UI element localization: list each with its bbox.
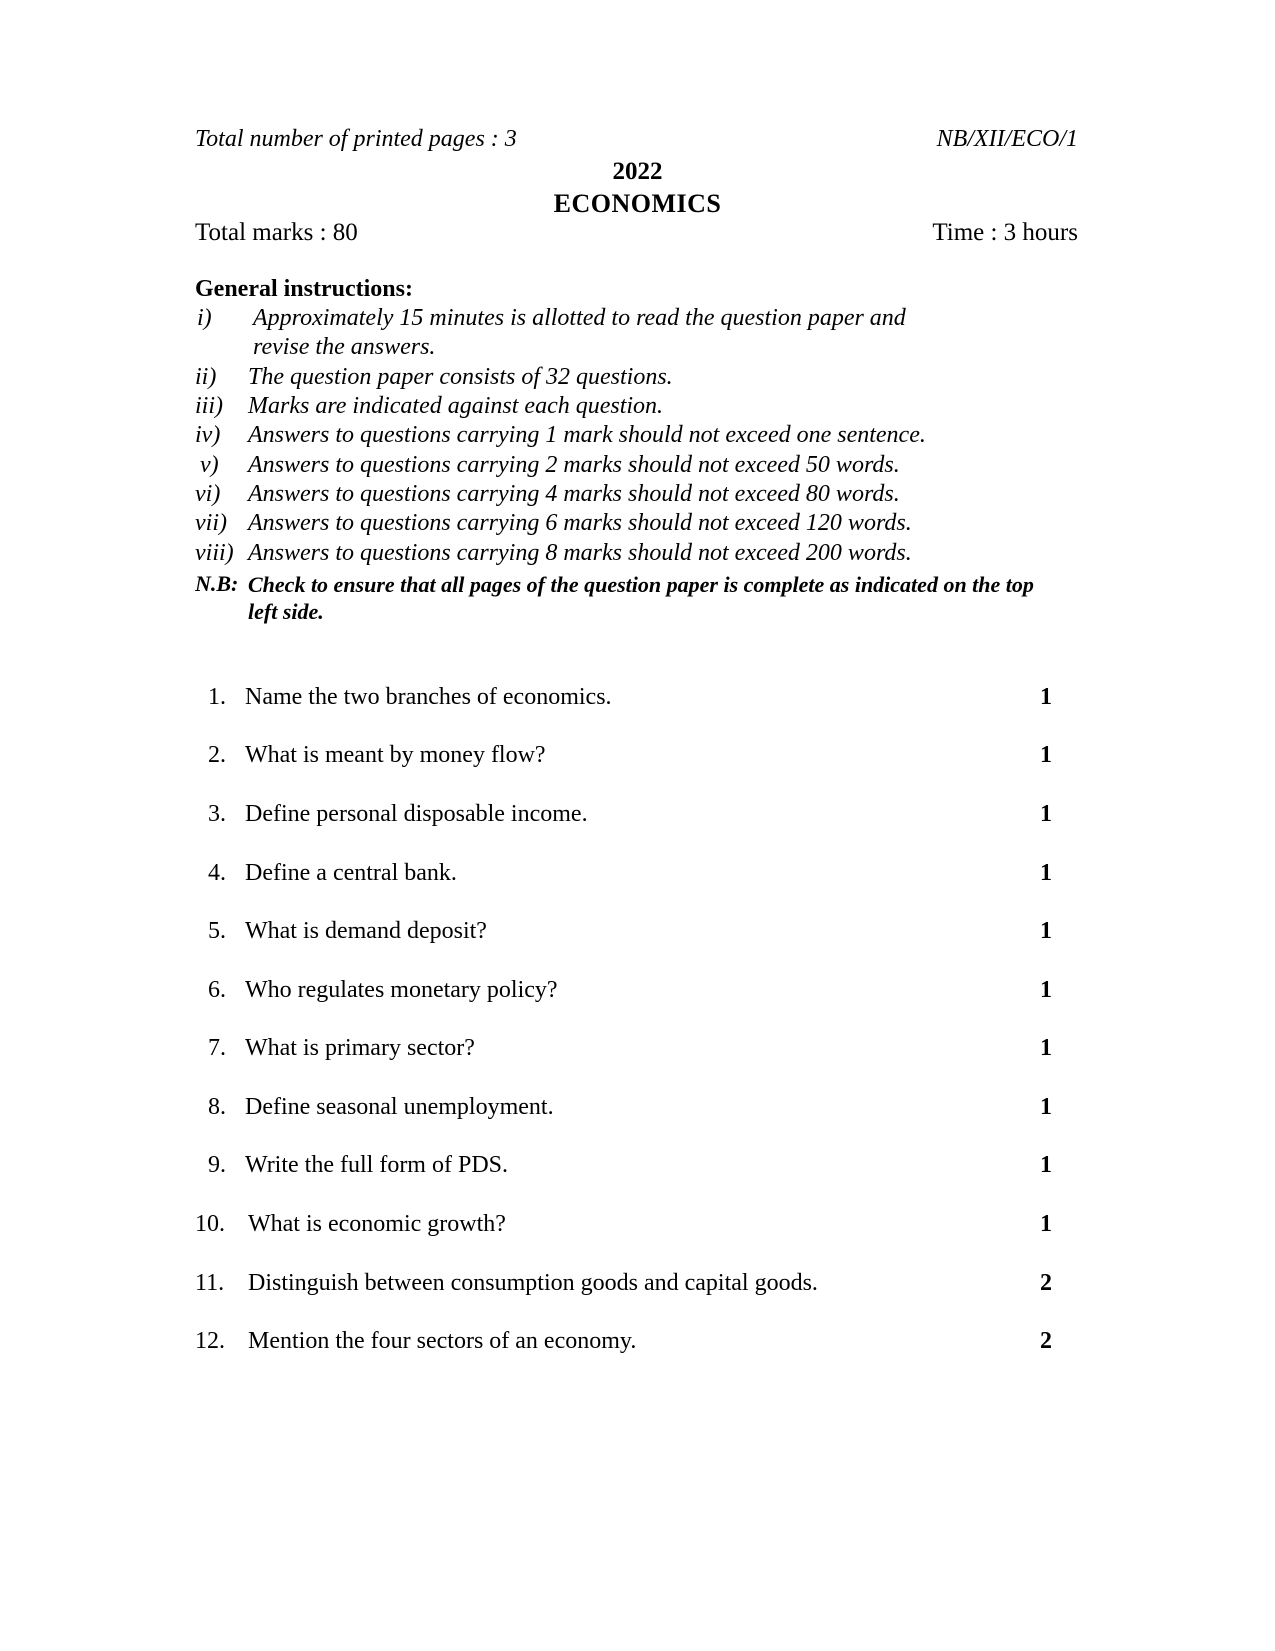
- nb-note: Check to ensure that all pages of the question paper is complete as indicated on the top left side.: [248, 572, 1034, 624]
- question-number: 8.: [208, 1094, 226, 1120]
- printed-pages-note: Total number of printed pages : 3: [195, 126, 517, 152]
- instruction-number: i): [197, 305, 212, 331]
- paper-code: NB/XII/ECO/1: [936, 126, 1078, 152]
- question-marks: 1: [1040, 1211, 1052, 1237]
- instruction-text: Answers to questions carrying 1 mark should not exceed one sentence.: [248, 422, 926, 448]
- question-number: 11.: [195, 1270, 225, 1296]
- question-number: 5.: [208, 918, 226, 944]
- question-text: Define personal disposable income.: [245, 801, 588, 827]
- question-marks: 1: [1040, 1035, 1052, 1061]
- question-text: Mention the four sectors of an economy.: [248, 1328, 637, 1354]
- question-number: 3.: [208, 801, 226, 827]
- question-marks: 1: [1040, 684, 1052, 710]
- instruction-number: vi): [195, 481, 221, 507]
- instructions-heading: General instructions:: [195, 276, 413, 302]
- instruction-text: Marks are indicated against each question.: [248, 393, 664, 419]
- instruction-text: Approximately 15 minutes is allotted to read the question paper and: [253, 305, 906, 331]
- instruction-number: iii): [195, 393, 223, 419]
- question-number: 1.: [208, 684, 226, 710]
- question-marks: 2: [1040, 1328, 1052, 1354]
- question-text: What is economic growth?: [248, 1211, 506, 1237]
- question-text: Name the two branches of economics.: [245, 684, 612, 710]
- instruction-number: ii): [195, 364, 217, 390]
- question-number: 7.: [208, 1035, 226, 1061]
- question-text: Distinguish between consumption goods and capital goods.: [248, 1270, 818, 1296]
- instruction-number: vii): [195, 510, 227, 536]
- question-number: 2.: [208, 742, 226, 768]
- question-number: 4.: [208, 860, 226, 886]
- nb-label: N.B:: [195, 571, 239, 596]
- question-marks: 1: [1040, 742, 1052, 768]
- subject-title: ECONOMICS: [553, 189, 722, 218]
- question-text: What is primary sector?: [245, 1035, 475, 1061]
- question-number: 6.: [208, 977, 226, 1003]
- question-marks: 1: [1040, 1094, 1052, 1120]
- question-marks: 2: [1040, 1270, 1052, 1296]
- instruction-text: Answers to questions carrying 4 marks should not exceed 80 words.: [248, 481, 900, 507]
- instruction-number: viii): [195, 540, 234, 566]
- question-marks: 1: [1040, 918, 1052, 944]
- instruction-number: v): [200, 452, 219, 478]
- question-marks: 1: [1040, 860, 1052, 886]
- question-marks: 1: [1040, 1152, 1052, 1178]
- question-text: Define a central bank.: [245, 860, 457, 886]
- question-text: Define seasonal unemployment.: [245, 1094, 554, 1120]
- instruction-text: Answers to questions carrying 8 marks should not exceed 200 words.: [248, 540, 912, 566]
- instruction-text: The question paper consists of 32 questions.: [248, 364, 673, 390]
- question-number: 12.: [195, 1328, 225, 1354]
- question-text: Who regulates monetary policy?: [245, 977, 558, 1003]
- question-text: Write the full form of PDS.: [245, 1152, 508, 1178]
- question-text: What is demand deposit?: [245, 918, 487, 944]
- question-number: 10.: [195, 1211, 225, 1237]
- instruction-text: Answers to questions carrying 2 marks should not exceed 50 words.: [248, 452, 900, 478]
- question-marks: 1: [1040, 801, 1052, 827]
- instruction-text: revise the answers.: [253, 334, 436, 360]
- instruction-text: Answers to questions carrying 6 marks should not exceed 120 words.: [248, 510, 912, 536]
- question-number: 9.: [208, 1152, 226, 1178]
- exam-year: 2022: [612, 158, 663, 185]
- total-marks: Total marks : 80: [195, 219, 358, 246]
- question-marks: 1: [1040, 977, 1052, 1003]
- time-allowed: Time : 3 hours: [932, 219, 1078, 246]
- question-text: What is meant by money flow?: [245, 742, 546, 768]
- instruction-number: iv): [195, 422, 221, 448]
